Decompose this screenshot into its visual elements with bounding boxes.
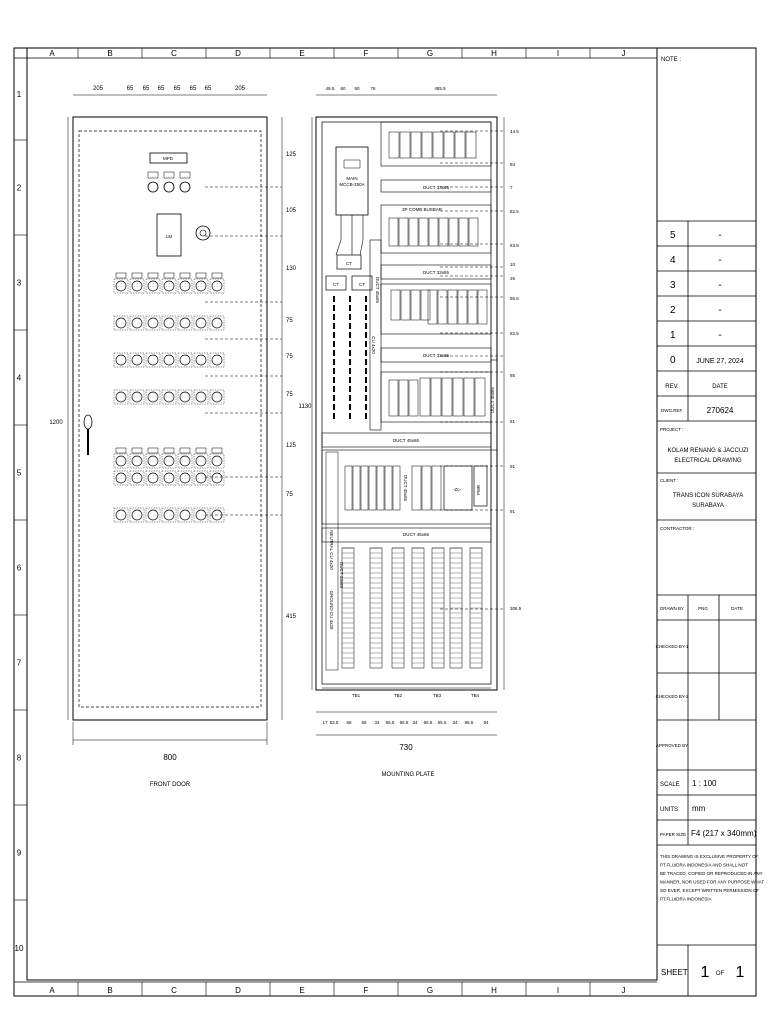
pmr-label: PMR (476, 485, 481, 495)
scale-value: 1 : 100 (692, 779, 717, 788)
mp-bottom-dim-2: 68 (346, 720, 352, 725)
mp-bottom-dim-9: 65.5 (437, 720, 447, 725)
mp-right-dim-11: 91 (510, 464, 516, 469)
duct-1: DUCT 33x65 (423, 185, 449, 190)
column-label-J: J (621, 49, 626, 58)
row-label-3: 3 (16, 278, 22, 288)
tb-label-2: TB3 (432, 693, 442, 698)
column-label-G-bottom: G (426, 986, 434, 995)
door-right-dim-2: 130 (286, 266, 297, 272)
door-top-dim-7: 205 (234, 86, 246, 92)
ct-label-2: CT (333, 282, 339, 287)
duct-4: DUCT 45x65 (393, 438, 419, 443)
mp-bottom-dim-5: 65.5 (385, 720, 395, 725)
mp-right-dim-9: 85 (510, 373, 516, 378)
busbar-label: 3P COMB BUSBAR (402, 207, 442, 212)
mp-bottom-dim-12: 94 (483, 720, 489, 725)
column-label-H: H (491, 49, 497, 58)
door-right-dim-5: 75 (286, 392, 293, 398)
door-top-dim-2: 65 (142, 86, 150, 92)
mp-right-dim-4: 63.5 (510, 243, 519, 248)
column-label-D-bottom: D (235, 986, 241, 995)
column-label-C: C (171, 49, 177, 58)
project-label: PROJECT : (660, 427, 684, 432)
disclaimer-line-3: MANNER, NOR USED FOR ANY PURPOSE WHAT (660, 879, 765, 885)
disclaimer-line-4: SO EVER, EXCEPT WRITTEN PERMISSION OF (660, 888, 760, 893)
client-label: CLIENT : (660, 478, 679, 483)
sheet-label: SHEET (661, 968, 688, 977)
mp-top-dim-4: 485.5 (434, 86, 446, 91)
duct-vertical-mid: DUCT 45x65 (403, 475, 408, 501)
lm-label: LM (165, 234, 173, 239)
mp-right-dim-7: 56.5 (510, 296, 519, 301)
rev-date-0: JUNE 27, 2024 (696, 358, 744, 365)
sheet-total: 1 (735, 964, 745, 981)
approved-by-label: APPROVED BY (655, 743, 689, 748)
column-label-E: E (299, 49, 305, 58)
mp-right-dim-10: 91 (510, 419, 516, 424)
drawn-by-label: DRAWN BY (659, 606, 685, 611)
row-label-8: 8 (16, 753, 22, 763)
door-right-dim-7: 75 (286, 492, 293, 498)
row-label-10: 10 (14, 944, 24, 953)
column-label-H-bottom: H (491, 986, 497, 995)
door-right-dim-8: 415 (286, 614, 297, 620)
column-label-I: I (556, 49, 560, 58)
mounting-plate-caption: MOUNTING PLATE (381, 772, 435, 778)
mp-right-dim-3: 82.5 (510, 209, 519, 214)
door-right-dim-3: 75 (286, 318, 293, 324)
duct-vertical-left: DUCT 45x65 (375, 277, 380, 303)
row-label-6: 6 (16, 563, 22, 573)
mp-bottom-dim-7: 34 (412, 720, 418, 725)
contractor-label: CONTRACTOR : (660, 526, 695, 531)
front-door-height-dim: 1200 (49, 420, 63, 426)
scale-label: SCALE (660, 782, 680, 788)
door-right-dim-4: 75 (286, 354, 293, 360)
ct-label-3: CT (359, 282, 365, 287)
disclaimer-line-1: PT.FLUIDRA INDONESIA AND SHALL NOT (660, 862, 748, 868)
mounting-plate-width-dim: 730 (399, 743, 413, 752)
row-label-2: 2 (16, 183, 22, 193)
disclaimer-line-0: THIS DRAWING IS EXCLUSIVE PROPERTY OF (660, 854, 759, 859)
cu-label: CU 4x20 (371, 336, 376, 354)
client-line1: TRANS ICON SURABAYA (672, 493, 744, 499)
rev-date-5: - (718, 230, 722, 241)
rev-date-2: - (718, 305, 722, 316)
duct-5: DUCT 45x65 (403, 532, 429, 537)
rev-number-3: 3 (670, 280, 676, 291)
duct-vertical-lower: DUCT 33x65 (339, 562, 344, 588)
rev-number-5: 5 (670, 230, 676, 241)
drawn-date-label: DATE (731, 606, 743, 611)
row-label-1: 1 (16, 90, 22, 99)
mp-top-dim-0: 48.5 (325, 86, 335, 91)
mp-bottom-dim-1: 53.5 (329, 720, 339, 725)
client-line2: SURABAYA (692, 503, 724, 509)
mp-right-dim-6: 26 (510, 276, 516, 281)
mp-bottom-dim-8: 65.5 (423, 720, 433, 725)
rev-date-1: - (718, 330, 722, 341)
mp-right-dim-1: 84 (510, 162, 516, 167)
front-door-width-dim: 800 (163, 753, 177, 762)
column-label-I-bottom: I (556, 986, 560, 995)
front-door-caption: FRONT DOOR (149, 782, 191, 788)
rev-number-0: 0 (670, 355, 676, 366)
mp-right-dim-13: 306.5 (510, 606, 522, 611)
duct-3: DUCT 33x65 (423, 353, 449, 358)
main-breaker-label: MAIN MCCB-250A (339, 176, 365, 187)
duct-vertical-right: DUCT 45x65 (490, 387, 495, 413)
door-right-dim-6: 125 (286, 443, 297, 449)
note-label: NOTE : (661, 57, 682, 63)
zc-label: -Zc- (453, 487, 461, 492)
column-label-D: D (235, 49, 241, 58)
mp-bottom-dim-11: 65.5 (464, 720, 474, 725)
rev-date-3: - (718, 280, 722, 291)
sheet-of-label: OF (715, 971, 725, 977)
mp-bottom-dim-4: 34 (374, 720, 380, 725)
column-label-J-bottom: J (621, 986, 626, 995)
paper-size-value: F4 (217 x 340mm) (691, 829, 757, 838)
column-label-F-bottom: F (363, 986, 369, 995)
project-line2: ELECTRICAL DRAWING (674, 458, 742, 464)
column-label-E-bottom: E (299, 986, 305, 995)
row-label-4: 4 (16, 373, 22, 383)
units-value: mm (692, 804, 706, 813)
mp-bottom-dim-6: 65.5 (399, 720, 409, 725)
door-top-dim-6: 65 (204, 86, 212, 92)
rev-number-2: 2 (670, 305, 676, 316)
door-top-dim-3: 65 (157, 86, 165, 92)
ct-label-1: CT (346, 261, 352, 266)
rev-date-4: - (718, 255, 722, 266)
row-label-9: 9 (16, 848, 22, 858)
checked-by-2-label: CHECKED BY-2 (655, 694, 689, 699)
row-label-7: 7 (16, 658, 22, 668)
mp-bottom-dim-10: 34 (452, 720, 458, 725)
door-top-dim-0: 205 (92, 86, 104, 92)
row-label-5: 5 (16, 468, 22, 478)
column-label-F: F (363, 49, 369, 58)
door-right-dim-0: 125 (286, 152, 297, 158)
sheet-number: 1 (700, 964, 710, 981)
paper-size-label: PAPER SIZE (660, 832, 687, 837)
tb-label-0: TB1 (351, 693, 361, 698)
mp-top-dim-1: 60 (340, 86, 346, 91)
column-label-A: A (49, 49, 55, 58)
mp-right-dim-0: 44.5 (510, 129, 519, 134)
disclaimer-line-2: BE TRACED, COPIED OR REPRODUCED IN ANY (660, 871, 763, 876)
door-top-dim-1: 65 (126, 86, 134, 92)
duct-2: DUCT 33x65 (423, 270, 449, 275)
png-label: PNG (698, 606, 708, 611)
mp-top-dim-2: 60 (354, 86, 360, 91)
mp-top-dim-3: 76 (370, 86, 376, 91)
mp-bottom-dim-0: 17 (322, 720, 328, 725)
dwg-ref: 270624 (706, 406, 734, 415)
rev-number-4: 4 (670, 255, 676, 266)
dwg-ref-label: DWG.REF. (661, 408, 683, 413)
door-right-dim-1: 105 (286, 208, 297, 214)
rev-label: REV. (665, 384, 679, 390)
date-label: DATE (712, 384, 728, 390)
door-top-dim-4: 65 (173, 86, 181, 92)
mp-right-dim-8: 82.5 (510, 331, 519, 336)
column-label-A-bottom: A (49, 986, 55, 995)
mp-bottom-dim-3: 68 (361, 720, 367, 725)
neutral-label: NEUTRAL CU 4x20 (329, 530, 334, 570)
door-top-dim-5: 65 (189, 86, 197, 92)
tb-label-3: TB4 (470, 693, 480, 698)
column-label-C-bottom: C (171, 986, 177, 995)
mpd-label: MPD (163, 156, 173, 161)
mounting-plate-height-dim: 1130 (298, 404, 312, 410)
mp-right-dim-5: 10 (510, 262, 516, 267)
checked-by-1-label: CHECKED BY-1 (655, 644, 689, 649)
mp-right-dim-2: 7 (510, 185, 513, 190)
tb-label-1: TB2 (393, 693, 403, 698)
mp-right-dim-12: 91 (510, 509, 516, 514)
column-label-B: B (107, 49, 113, 58)
rev-number-1: 1 (670, 330, 676, 341)
project-line1: KOLAM RENANG & JACCUZI (667, 448, 749, 454)
column-label-B-bottom: B (107, 986, 113, 995)
ground-label: GROUND CU 4x20 (329, 590, 334, 630)
disclaimer-line-5: PT.FLUIDRA INDONESIA (660, 896, 712, 902)
units-label: UNITS (660, 807, 678, 813)
column-label-G: G (426, 49, 434, 58)
